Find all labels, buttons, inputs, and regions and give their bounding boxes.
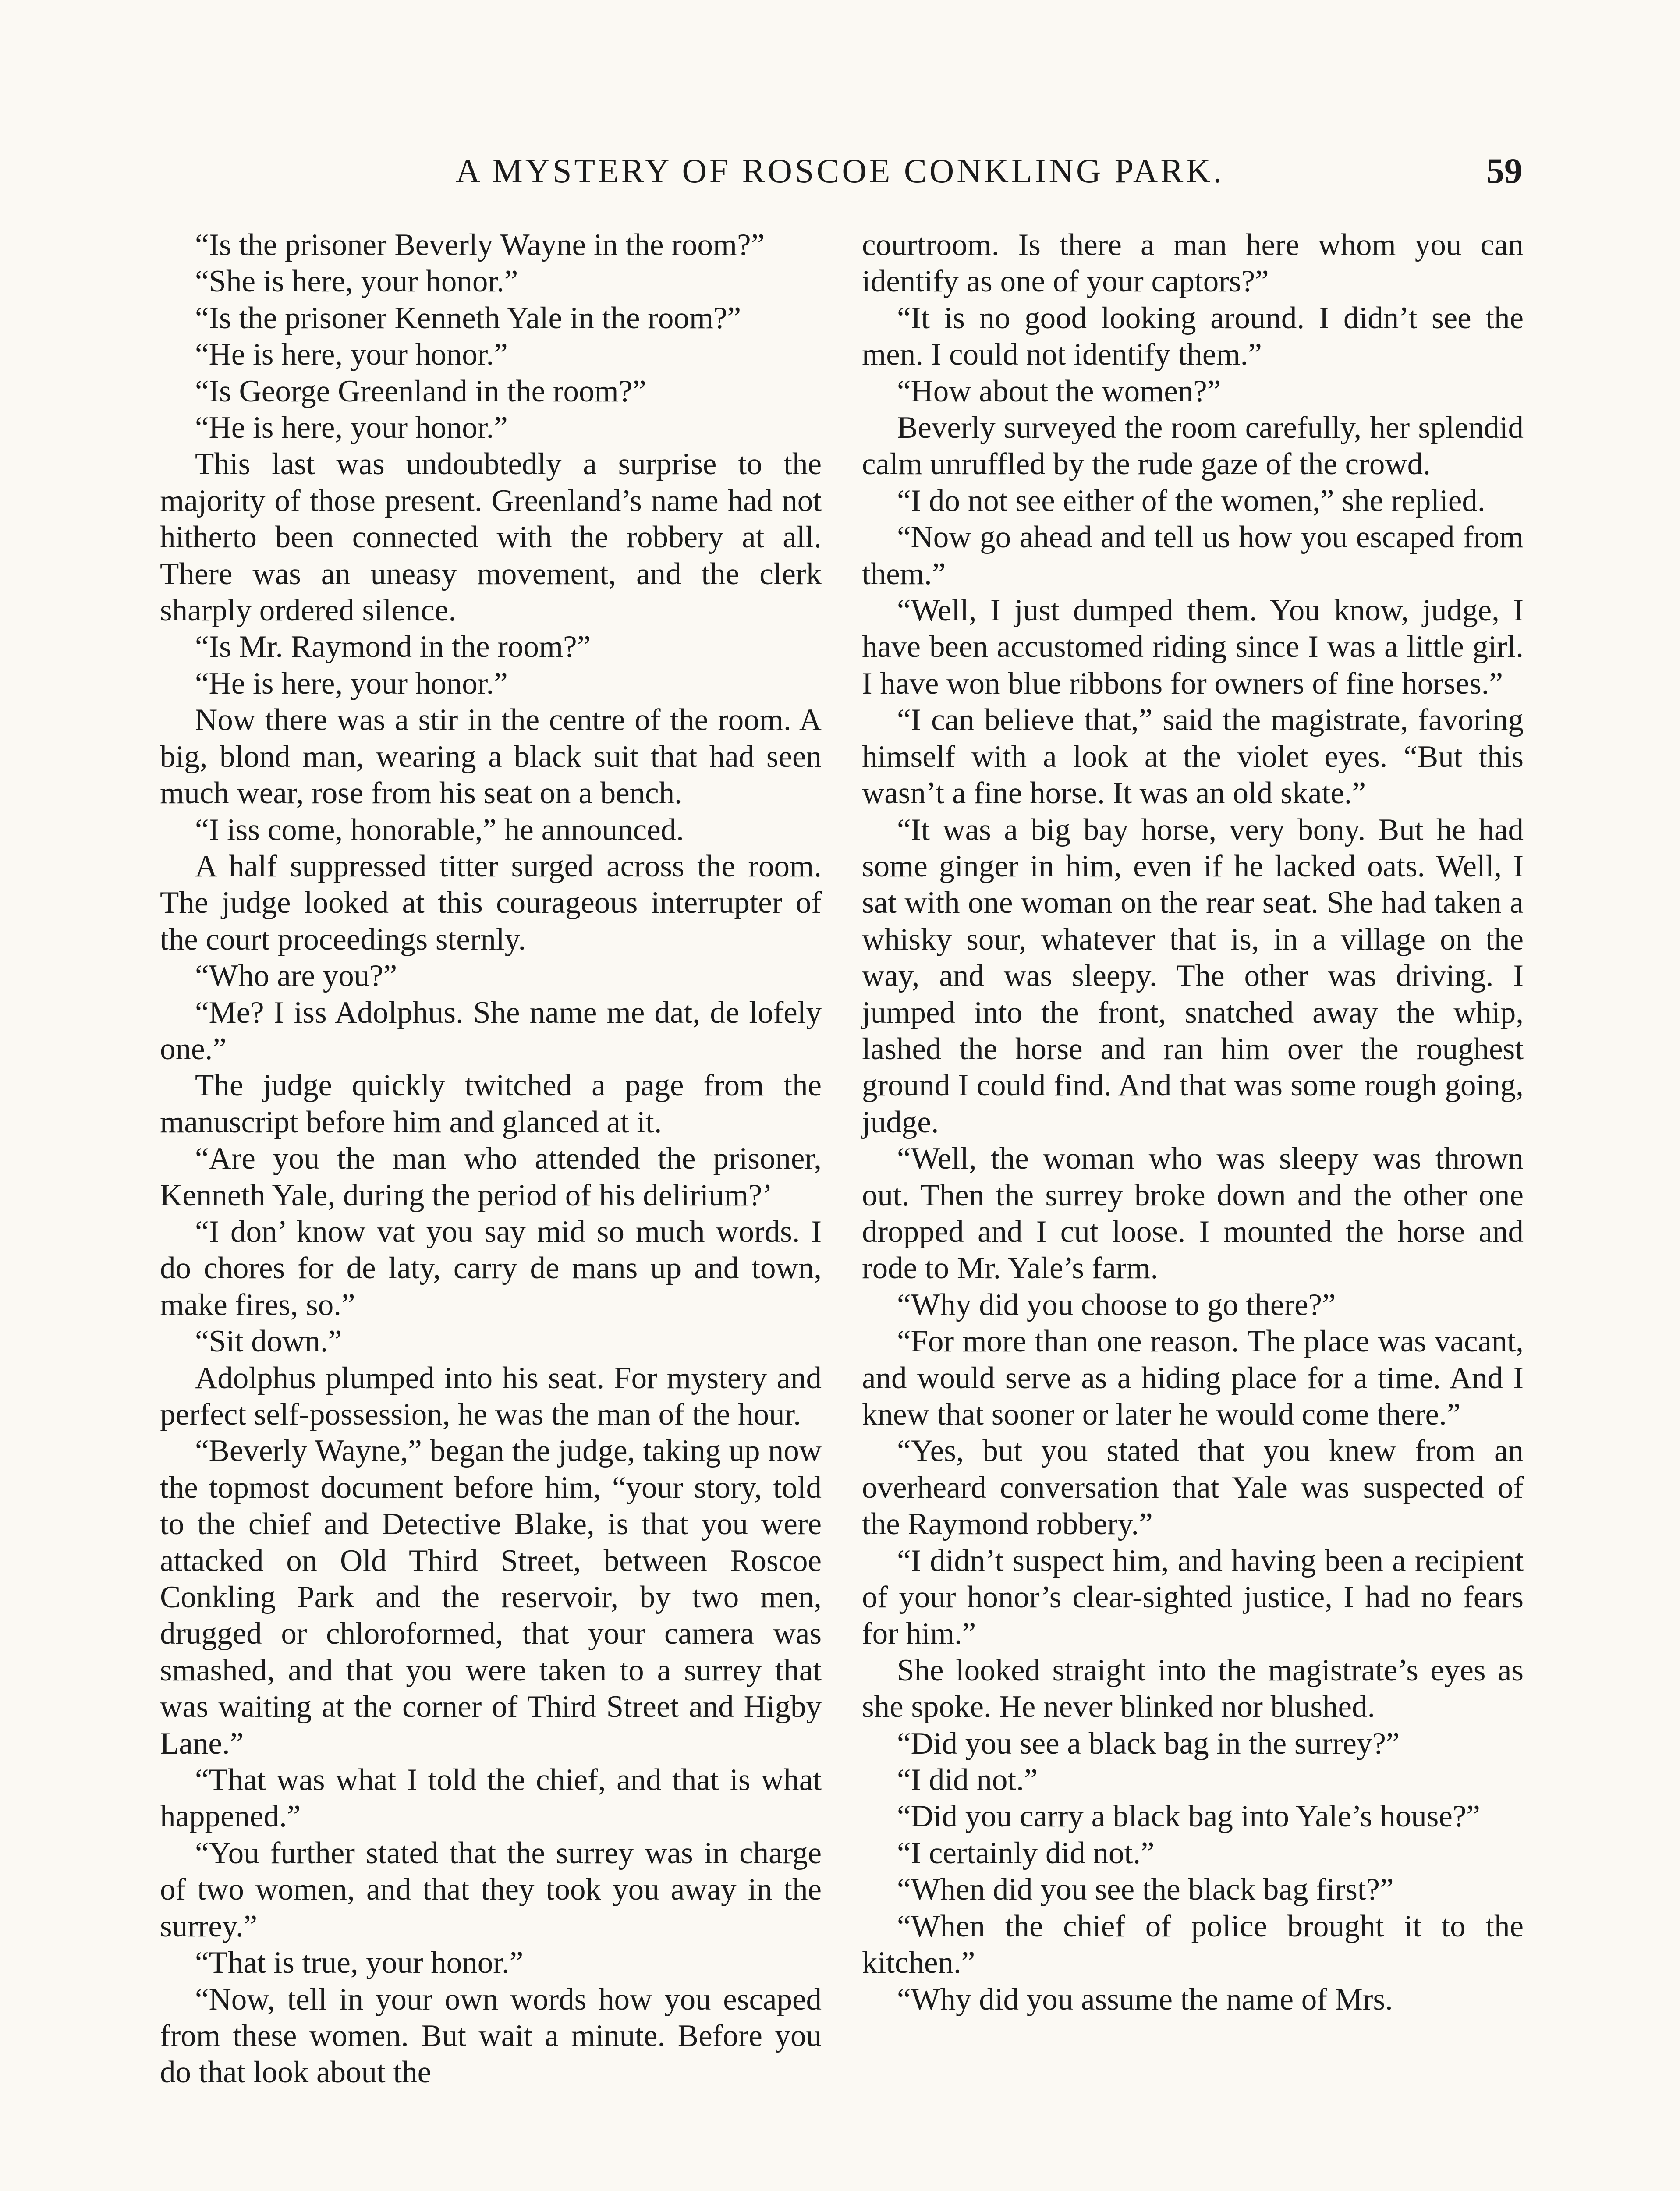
paragraph: Adolphus plumped into his seat. For mystery and perfect self-possession, he was the man of the hour. [160, 1361, 822, 1432]
paragraph: This last was undoubtedly a surprise to the majority of those present. Greenland’s name had not hitherto been connected with the robbery at all. There was an uneasy movement, and the clerk sharply ordered silence. [160, 447, 822, 628]
page-number: 59 [1486, 151, 1522, 191]
paragraph: “She is here, your honor.” [195, 264, 518, 299]
paragraph: “He is here, your honor.” [195, 337, 508, 372]
paragraph: “Did you carry a black bag into Yale’s house?” [897, 1799, 1480, 1834]
paragraph: “Now go ahead and tell us how you escaped from them.” [862, 520, 1524, 591]
paragraph: “Is the prisoner Kenneth Yale in the room?” [195, 301, 741, 335]
paragraph: “I do not see either of the women,” she replied. [897, 483, 1485, 518]
paragraph: “I can believe that,” said the magistrate, favoring himself with a look at the violet eyes. “But this wasn’t a fine horse. It was an old skate.” [862, 703, 1524, 811]
paragraph: “I iss come, honorable,” he announced. [195, 812, 684, 847]
paragraph: “Did you see a black bag in the surrey?” [897, 1726, 1400, 1761]
paragraph: “I certainly did not.” [897, 1836, 1155, 1870]
paragraph: “I don’ know vat you say mid so much words. I do chores for de laty, carry de mans up and town, make fires, so.” [160, 1214, 822, 1322]
paragraph: “It was a big bay horse, very bony. But he had some ginger in him, even if he lacked oats. Well, I sat with one woman on the rear seat. She had taken a whisky sour, whatever that is, in a village on the way, and was sleepy. The other was driving. I jumped into the front, snatched away the whip, lashed the horse and ran him over the roughest ground I could find. And that was some rough going, judge. [862, 812, 1524, 1139]
left-text-column [160, 227, 822, 2091]
paragraph: “Well, I just dumped them. You know, judge, I have been accustomed riding since I was a little girl. I have won blue ribbons for owners of fine horses.” [862, 593, 1524, 701]
paragraph: She looked straight into the magistrate’s eyes as she spoke. He never blinked nor blushed. [862, 1653, 1524, 1724]
running-title: A MYSTERY OF ROSCOE CONKLING PARK. [455, 152, 1225, 190]
paragraph: “You further stated that the surrey was in charge of two women, and that they took you away in the surrey.” [160, 1836, 822, 1943]
paragraph: “Who are you?” [195, 959, 397, 993]
paragraph: “For more than one reason. The place was vacant, and would serve as a hiding place for a time. And I knew that sooner or later he would come there.” [862, 1324, 1524, 1432]
paragraph: The judge quickly twitched a page from the manuscript before him and glanced at it. [160, 1068, 822, 1139]
paragraph: “Well, the woman who was sleepy was thrown out. Then the surrey broke down and the other one dropped and I cut loose. I mounted the horse and rode to Mr. Yale’s farm. [862, 1142, 1524, 1286]
paragraph: “That was what I told the chief, and that is what happened.” [160, 1763, 822, 1834]
running-head [158, 145, 1522, 206]
paragraph: Beverly surveyed the room carefully, her splendid calm unruffled by the rude gaze of the crowd. [862, 411, 1524, 482]
paragraph: “He is here, your honor.” [195, 666, 508, 701]
paragraph: “Me? I iss Adolphus. She name me dat, de lofely one.” [160, 995, 822, 1066]
right-text-column [862, 227, 1524, 2018]
paragraph: “Beverly Wayne,” began the judge, taking up now the topmost document before him, “your story, told to the chief and Detective Blake, is that you were attacked on Old Third Street, between Roscoe Conkling Park and the reservoir, by two men, drugged or chloroformed, that your camera was smashed, and that you were taken to a surrey that was waiting at the corner of Third Street and Higby Lane.” [160, 1434, 822, 1761]
paragraph: “How about the women?” [897, 374, 1221, 408]
paragraph: “He is here, your honor.” [195, 411, 508, 445]
paragraph: “It is no good looking around. I didn’t see the men. I could not identify them.” [862, 301, 1524, 372]
paragraph: “I did not.” [897, 1763, 1038, 1797]
paragraph: “I didn’t suspect him, and having been a recipient of your honor’s clear-sighted justice, I had no fears for him.” [862, 1543, 1524, 1651]
paragraph: Now there was a stir in the centre of the room. A big, blond man, wearing a black suit that had seen much wear, rose from his seat on a bench. [160, 703, 822, 811]
paragraph: “Now, tell in your own words how you escaped from these women. But wait a minute. Before you do that look about the [160, 1982, 822, 2090]
paragraph: “Is the prisoner Beverly Wayne in the room?” [195, 228, 765, 262]
paragraph: “Sit down.” [195, 1324, 342, 1359]
paragraph: “Is Mr. Raymond in the room?” [195, 630, 591, 664]
paragraph: “Why did you assume the name of Mrs. [897, 1982, 1393, 2017]
paragraph: “That is true, your honor.” [195, 1946, 524, 1980]
paragraph: “Yes, but you stated that you knew from an overheard conversation that Yale was suspected of the Raymond robbery.” [862, 1434, 1524, 1542]
paragraph: A half suppressed titter surged across the room. The judge looked at this courageous interrupter of the court proceedings sternly. [160, 849, 822, 957]
paragraph-continued: courtroom. Is there a man here whom you can identify as one of your captors?” [862, 228, 1524, 299]
paragraph: “When the chief of police brought it to the kitchen.” [862, 1909, 1524, 1980]
paragraph: “When did you see the black bag first?” [897, 1872, 1394, 1907]
paragraph: “Is George Greenland in the room?” [195, 374, 646, 408]
paragraph: “Are you the man who attended the prisoner, Kenneth Yale, during the period of his delirium?’ [160, 1142, 822, 1212]
paragraph: “Why did you choose to go there?” [897, 1287, 1336, 1322]
